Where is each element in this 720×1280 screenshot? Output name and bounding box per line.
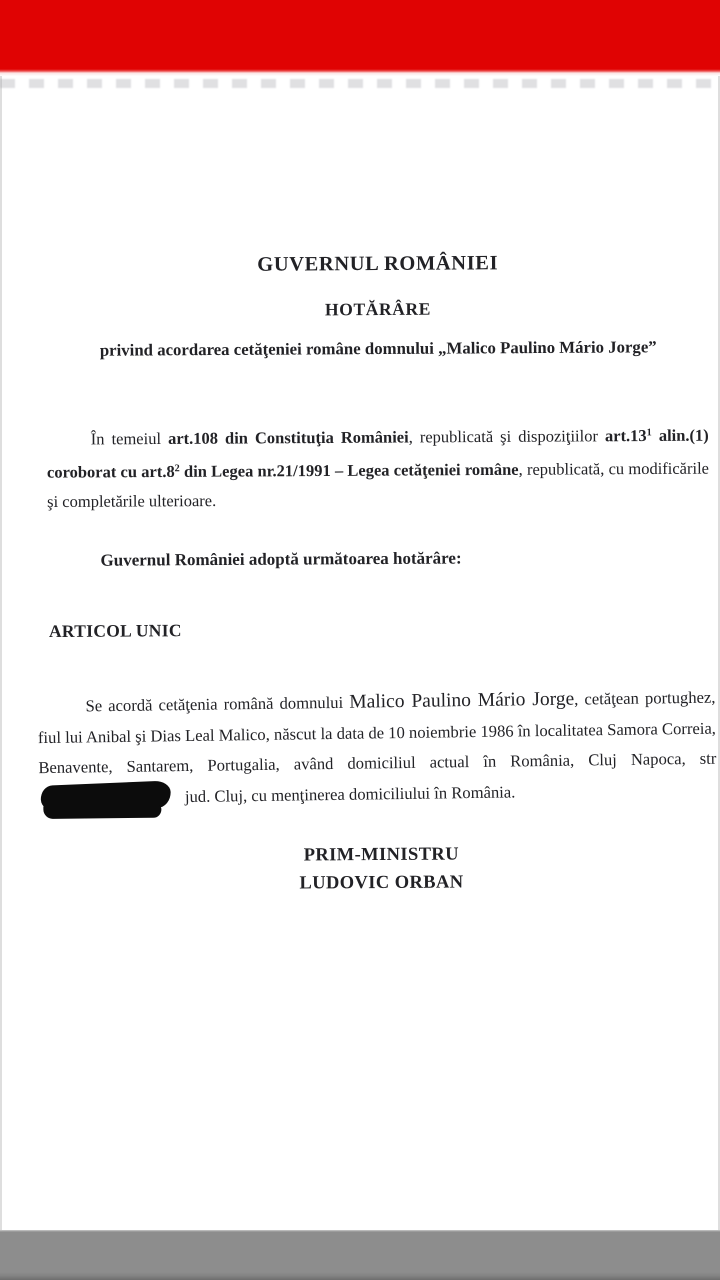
- text-segment: alin.(1) coroborat cu art.8: [46, 425, 709, 482]
- document-subject: privind acordarea cetăţeniei române domnului „Malico Paulino Mário Jorge”: [99, 337, 657, 360]
- text-segment: art.13: [604, 425, 647, 446]
- text-segment: art.108 din Constituţia României: [167, 427, 409, 448]
- gray-footer-bar: [0, 1230, 720, 1280]
- signature-block: [41, 839, 720, 899]
- text-segment: Se acordă cetăţenia română domnului: [85, 692, 350, 716]
- text-segment: 2: [174, 462, 180, 474]
- text-segment: , cetăţean portughez, fiul lui Anibal şi Dias Leal Malico, născut la data de 10 noiembrie 1986 în localitatea Samora Correia, Benavente, Santarem, Portugalia, având domiciliul actual în România, Cluj Napoca, str: [37, 687, 717, 778]
- text-segment: din Legea nr.21/1991 – Legea cetăţeniei române: [179, 459, 519, 481]
- text-segment: În temeiul: [90, 428, 169, 449]
- text-segment: 1: [646, 427, 652, 439]
- document-title: GUVERNUL ROMÂNIEI: [257, 252, 499, 276]
- text-segment: Malico Paulino Mário Jorge: [349, 688, 575, 713]
- redaction-mark: [40, 780, 171, 812]
- preamble-paragraph: [47, 418, 710, 517]
- adoption-clause: Guvernul României adoptă următoarea hotărâre:: [100, 548, 462, 570]
- signature-name: LUDOVIC ORBAN: [299, 872, 464, 894]
- text-segment: jud. Cluj, cu menţinerea domiciliului în România.: [180, 781, 516, 806]
- document-type-heading: HOTĂRÂRE: [324, 298, 431, 320]
- text-segment: , republicată şi dispoziţiilor: [408, 426, 606, 447]
- article-heading: ARTICOL UNIC: [48, 620, 182, 642]
- signature-role: PRIM-MINISTRU: [303, 844, 459, 866]
- article-body-paragraph: [37, 683, 717, 814]
- text-segment: , republicată, cu modificările şi completările ulterioare.: [47, 458, 710, 512]
